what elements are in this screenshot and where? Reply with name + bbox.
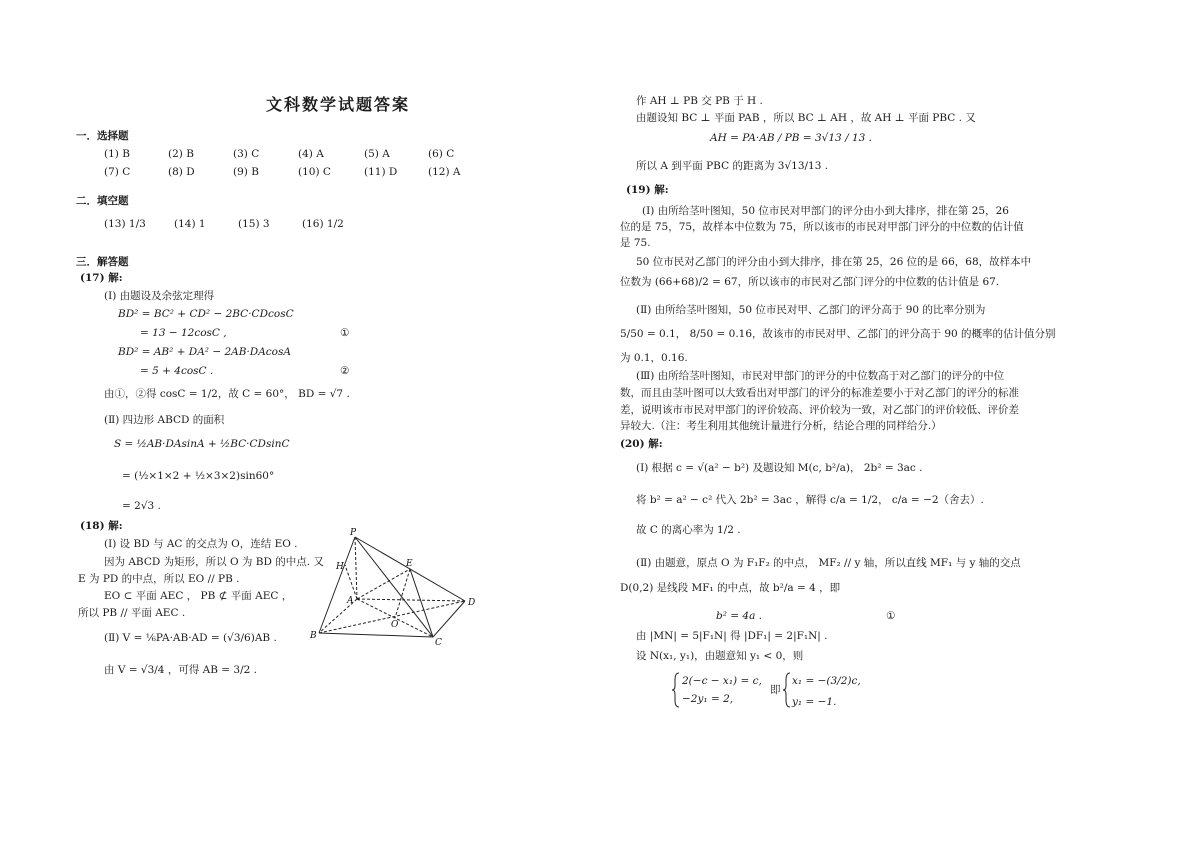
fill-13: (13) 1/3 [104,218,146,230]
q20-line: 故 C 的离心率为 1/2 . [636,524,741,536]
q17-line: S = ½AB·DAsinA + ½BC·CDsinC [114,438,290,450]
label-b: B [310,631,317,641]
answer-1: (1) B [104,148,130,160]
q18-line: 由 V = √3/4 ，可得 AB = 3/2 . [104,664,258,676]
q18-line: (Ⅰ) 设 BD 与 AC 的交点为 O，连结 EO . [104,538,298,550]
q20-line: (Ⅱ) 由题意，原点 O 为 F₁F₂ 的中点， MF₂ // y 轴，所以直线 MF₁ 与 y 轴的交点 [636,557,1021,569]
q19-line: 是 75. [620,237,651,249]
answer-10: (10) C [298,166,331,178]
q17-line: = 5 + 4cosC . [140,365,214,377]
answer-8: (8) D [168,166,195,178]
q19-line: 位数为 (66+68)/2 = 67，所以该市的市民对乙部门评分的中位数的估计值是 67. [620,276,1000,288]
q18-line: 因为 ABCD 为矩形，所以 O 为 BD 的中点. 又 [104,556,324,568]
section-fill-heading: 二．填空题 [76,195,129,207]
r-line: 所以 A 到平面 PBC 的距离为 3√13/13 . [636,160,829,172]
q19-line: 数，而且由茎叶图可以大致看出对甲部门的评分的标准差要小于对乙部门的评分的标准 [620,387,1019,399]
r-line: AH = PA·AB / PB = 3√13 / 13 . [710,132,872,144]
edge-ad [357,599,465,601]
q20-line: (Ⅰ) 根据 c = √(a² − b²) 及题设知 M(c, b²/a)， 2b² = 3ac . [636,462,923,474]
edge-cd [433,601,465,637]
answer-5: (5) A [364,148,390,160]
section-solve-heading: 三．解答题 [76,256,129,268]
edge-pa [355,537,357,599]
answer-7: (7) C [104,166,131,178]
answer-9: (9) B [233,166,259,178]
q19-line: (Ⅰ) 由所给茎叶图知，50 位市民对甲部门的评分由小到大排序，排在第 25，26 [642,205,1009,217]
q17-line: = 2√3 . [122,500,161,512]
q17-marker-2: ② [340,365,350,377]
q17-line: (Ⅰ) 由题设及余弦定理得 [104,290,215,302]
page-title: 文科数学试题答案 [266,95,411,114]
pyramid-figure [305,525,490,650]
q19-line: 50 位市民对乙部门的评分由小到大排序，排在第 25，26 位的是 66，68，故样本中 [636,256,1032,268]
edge-pb [319,537,355,633]
system-brace-left [672,672,680,708]
q19-line: (Ⅱ) 由所给茎叶图知，50 位市民对甲、乙部门的评分高于 90 的比率分别为 [636,304,986,316]
q17-line: 由①，②得 cosC = 1/2，故 C = 60°， BD = √7 . [104,388,350,400]
answer-4: (4) A [298,148,324,160]
q17-line: BD² = BC² + CD² − 2BC·CDcosC [118,308,294,320]
q19-line: 为 0.1，0.16. [620,352,688,364]
q19-line: (Ⅲ) 由所给茎叶图知，市民对甲部门的评分的中位数高于对乙部门的评分的中位 [636,370,1005,382]
q20-line: 由 |MN| = 5|F₁N| 得 |DF₁| = 2|F₁N| . [636,630,828,642]
q18-label: (18) 解: [80,520,123,532]
q18-line: EO ⊂ 平面 AEC ， PB ⊄ 平面 AEC ， [104,590,293,602]
q19-line: 差，说明该市市民对甲部门的评价较高、评价较为一致，对乙部门的评价较低、评价差 [620,404,1019,416]
q17-line: (Ⅱ) 四边形 ABCD 的面积 [104,414,225,426]
answer-6: (6) C [428,148,455,160]
q18-line: 所以 PB // 平面 AEC . [78,607,186,619]
q20-line: 设 N(x₁, y₁)，由题意知 y₁ < 0，则 [636,650,804,662]
r-line: 由题设知 BC ⊥ 平面 PAB ，所以 BC ⊥ AH ，故 AH ⊥ 平面 PBC . 又 [636,112,976,124]
label-c: C [435,638,442,648]
q20-line: b² = 4a . [716,610,763,622]
system-sol-1: x₁ = −(3/2)c, [792,675,861,687]
q20-line: 将 b² = a² − c² 代入 2b² = 3ac ，解得 c/a = 1/2， c/a = −2（舍去）. [636,494,984,506]
q19-line: 5/50 = 0.1， 8/50 = 0.16，故该市的市民对甲、乙部门的评分高于 90 的概率的估计值分别 [620,328,1056,340]
label-d: D [468,598,476,608]
q20-line: D(0,2) 是线段 MF₁ 的中点，故 b²/a = 4 ，即 [620,582,841,594]
q17-line: = (½×1×2 + ½×3×2)sin60° [122,470,275,482]
answer-11: (11) D [364,166,398,178]
q19-line: 异较大.（注：考生利用其他统计量进行分析，结论合理的同样给分.） [620,420,942,432]
label-p: P [350,528,357,538]
label-o: O [391,620,399,630]
label-a: A [347,596,354,606]
answer-3: (3) C [233,148,260,160]
q17-marker-1: ① [340,327,350,339]
q17-label: (17) 解: [80,272,123,284]
q19-label: (19) 解: [626,184,669,196]
q17-line: BD² = AB² + DA² − 2AB·DAcosA [118,346,291,358]
r-line: 作 AH ⊥ PB 交 PB 于 H . [636,95,763,107]
q18-line: (Ⅱ) V = ⅙PA·AB·AD = (√3/6)AB . [104,632,277,644]
label-e: E [406,559,413,569]
answer-2: (2) B [168,148,194,160]
edge-bc [319,633,433,637]
system-ie: 即 [770,684,781,696]
label-h: H [336,562,344,572]
q18-line: E 为 PD 的中点，所以 EO // PB . [78,573,240,585]
q17-line: = 13 − 12cosC , [140,327,227,339]
q20-marker-1: ① [886,610,896,622]
system-eq-1: 2(−c − x₁) = c, [682,675,762,687]
fill-16: (16) 1/2 [302,218,344,230]
section-choice-heading: 一．选择题 [76,130,129,142]
fill-14: (14) 1 [174,218,206,230]
answer-12: (12) A [428,166,461,178]
system-eq-2: −2y₁ = 2, [682,693,734,705]
edge-ah [345,565,357,599]
q20-label: (20) 解: [620,438,663,450]
fill-15: (15) 3 [238,218,270,230]
q19-line: 位的是 75，75，故样本中位数为 75，所以该市的市民对甲部门评分的中位数的估计值 [620,221,1024,233]
system-brace-right [783,672,791,708]
system-sol-2: y₁ = −1. [792,696,837,708]
